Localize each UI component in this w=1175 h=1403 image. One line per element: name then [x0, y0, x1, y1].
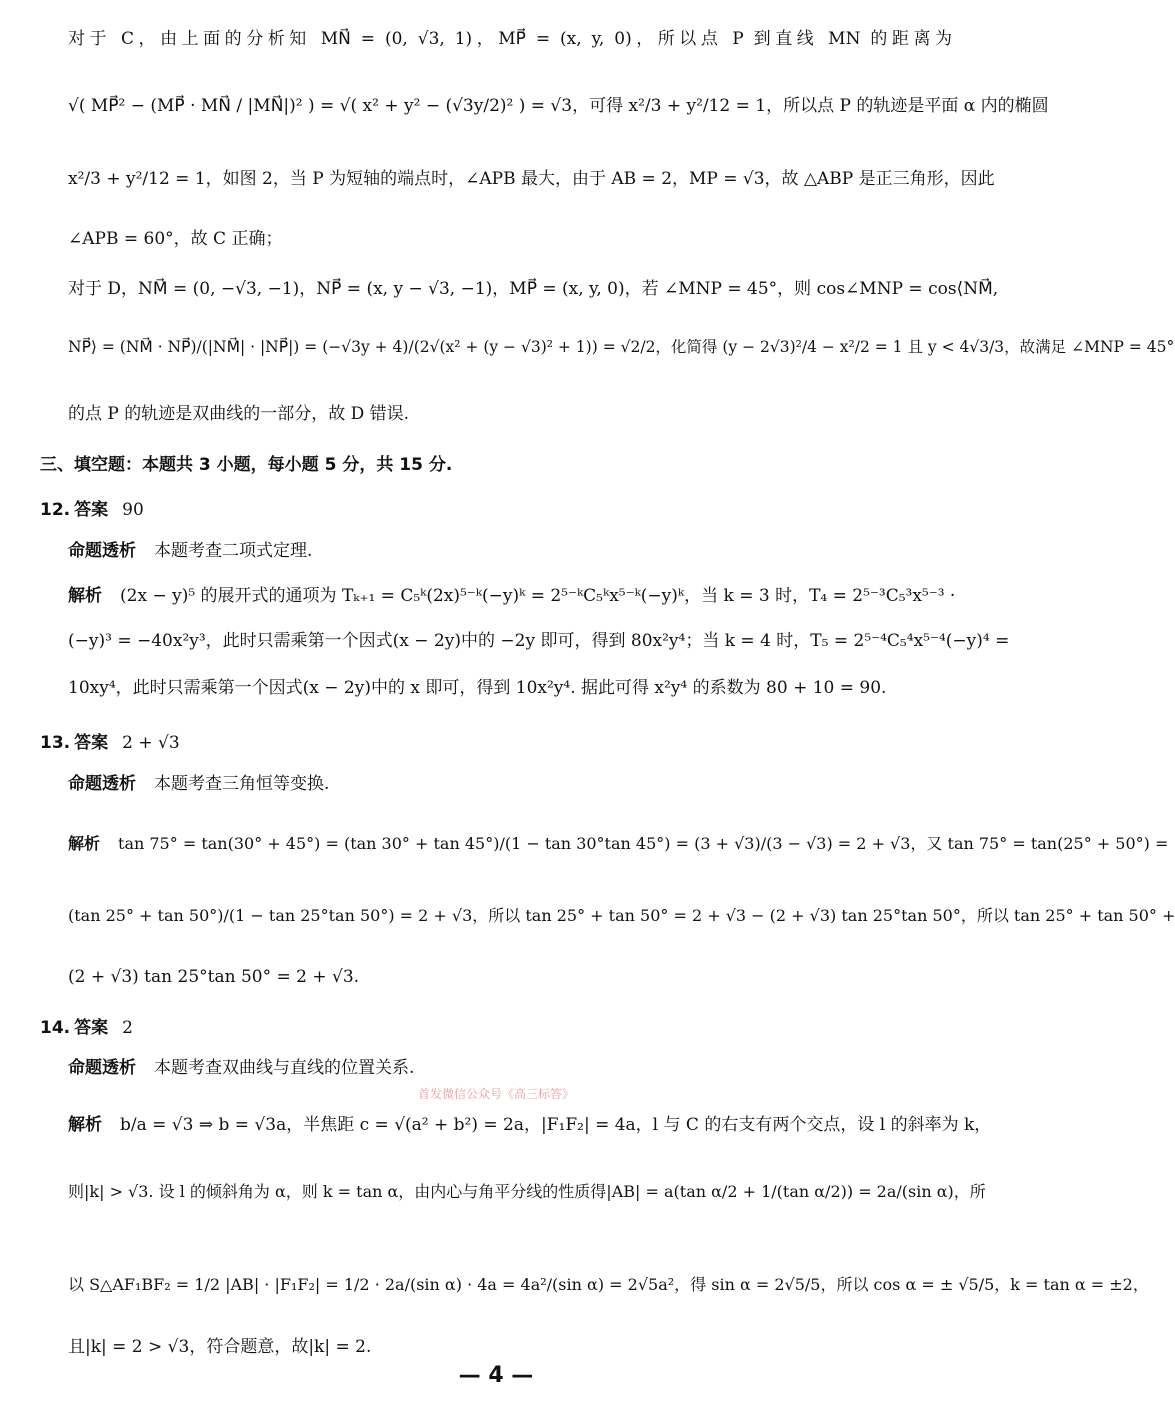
q14-insight-row [68, 1057, 952, 1079]
q12-insight-row [68, 540, 952, 562]
q12-answer-value: 90 [122, 500, 144, 520]
q12-number: 12. [40, 500, 71, 520]
q12-answer-label: 答案 [74, 500, 109, 520]
q14-analysis-label: 解析 [68, 1115, 102, 1135]
q14-analysis-text-1: b/a = √3 ⇒ b = √3a，半焦距 c = √(a² + b²) = 2a，|F₁F₂| = 4a，l 与 C 的右支有两个交点，设 l 的斜率为 k， [120, 1115, 992, 1135]
q14-insight-text: 本题考查双曲线与直线的位置关系. [154, 1058, 415, 1078]
q13-analysis-line-3: (2 + √3) tan 25°tan 50° = 2 + √3. [68, 967, 360, 987]
q13-insight-row [68, 773, 952, 795]
q12-insight-text: 本题考查二项式定理. [154, 541, 313, 561]
q13-analysis-label: 解析 [68, 834, 101, 853]
q12-analysis-line-3: 10xy⁴，此时只需乘第一个因式(x − 2y)中的 x 即可，得到 10x²y⁴. 据此可得 x²y⁴ 的系数为 80 + 10 = 90. [68, 678, 887, 698]
q13-analysis-line-1 [68, 834, 1169, 855]
q13-number: 13. [40, 733, 71, 753]
q13-analysis-line-2: (tan 25° + tan 50°)/(1 − tan 25°tan 50°) = 2 + √3，所以 tan 25° + tan 50° = 2 + √3 − (2 + √3) tan 25°tan 50°，所以 tan 25° + tan 50° + [68, 906, 1175, 925]
q12-answer-row [40, 495, 144, 520]
q13-analysis-text-1: tan 75° = tan(30° + 45°) = (tan 30° + tan 45°)/(1 − tan 30°tan 45°) = (3 + √3)/(3 − √3) = 2 + √3，又 tan 75° = tan(25° + 50°) = [118, 834, 1169, 853]
page-number: — 4 — [458, 1363, 534, 1388]
q13-answer-row [40, 728, 180, 753]
watermark: 首发微信公众号《高三标答》 [417, 1087, 574, 1101]
part-d-line-3: 的点 P 的轨迹是双曲线的一部分，故 D 错误. [68, 404, 410, 424]
q14-answer-row [40, 1013, 133, 1038]
part-c-line-4: ∠APB = 60°，故 C 正确； [68, 229, 283, 249]
part-d-line-2: NP⃗⟩ = (NM⃗ · NP⃗)/(|NM⃗| · |NP⃗|) = (−√3y + 4)/(2√(x² + (y − √3)² + 1)) = √2/2，化简得 (y − 2√3)²/4 − x²/2 = 1 且 y < 4√3/3，故满足 ∠MNP = 45° [68, 338, 1175, 356]
q13-insight-text: 本题考查三角恒等变换. [154, 774, 330, 794]
q14-number: 14. [40, 1018, 71, 1038]
q13-answer-label: 答案 [74, 733, 109, 753]
q12-analysis-text-1: (2x − y)⁵ 的展开式的通项为 Tₖ₊₁ = C₅ᵏ(2x)⁵⁻ᵏ(−y)ᵏ = 2⁵⁻ᵏC₅ᵏx⁵⁻ᵏ(−y)ᵏ，当 k = 3 时，T₄ = 2⁵⁻³C₅³x⁵⁻³ · [120, 586, 956, 606]
q12-analysis-line-2: (−y)³ = −40x²y³，此时只需乘第一个因式(x − 2y)中的 −2y 即可，得到 80x²y⁴；当 k = 4 时，T₅ = 2⁵⁻⁴C₅⁴x⁵⁻⁴(−y)⁴ = [68, 631, 1010, 651]
q14-insight-label: 命题透析 [68, 1058, 136, 1078]
q14-analysis-line-1 [68, 1114, 992, 1136]
q14-analysis-line-3: 以 S△AF₁BF₂ = 1/2 |AB| · |F₁F₂| = 1/2 · 2a/(sin α) · 4a = 4a²/(sin α) = 2√5a²，得 sin α = 2√5/5，所以 cos α = ± √5/5，k = tan α = ±2， [68, 1275, 1149, 1294]
q13-insight-label: 命题透析 [68, 774, 136, 794]
q14-analysis-line-4: 且|k| = 2 > √3，符合题意，故|k| = 2. [68, 1337, 372, 1357]
part-c-line-1: 对于 C，由上面的分析知 MN⃗ = (0, √3, 1)，MP⃗ = (x, y, 0)，所以点 P 到直线 MN 的距离为 [68, 29, 952, 49]
part-c-line-2: √( MP⃗² − (MP⃗ · MN⃗ / |MN⃗|)² ) = √( x² + y² − (√3y/2)² ) = √3，可得 x²/3 + y²/12 = 1，所以点 P 的轨迹是平面 α 内的椭圆 [68, 96, 1049, 116]
part-d-line-1: 对于 D，NM⃗ = (0, −√3, −1)，NP⃗ = (x, y − √3, −1)，MP⃗ = (x, y, 0)，若 ∠MNP = 45°，则 cos∠MNP = cos⟨NM⃗, [68, 279, 999, 299]
q14-analysis-line-2: 则|k| > √3. 设 l 的倾斜角为 α，则 k = tan α，由内心与角平分线的性质得|AB| = a(tan α/2 + 1/(tan α/2)) = 2a/(sin α)，所 [68, 1182, 986, 1201]
q12-analysis-label: 解析 [68, 586, 102, 606]
q14-answer-value: 2 [122, 1018, 133, 1038]
q12-analysis-line-1 [68, 585, 956, 607]
q12-insight-label: 命题透析 [68, 541, 136, 561]
part-c-line-3: x²/3 + y²/12 = 1，如图 2，当 P 为短轴的端点时，∠APB 最大，由于 AB = 2，MP = √3，故 △ABP 是正三角形，因此 [68, 169, 995, 189]
q13-answer-value: 2 + √3 [122, 733, 180, 753]
q14-answer-label: 答案 [74, 1018, 109, 1038]
section-heading: 三、填空题：本题共 3 小题，每小题 5 分，共 15 分. [40, 455, 453, 475]
